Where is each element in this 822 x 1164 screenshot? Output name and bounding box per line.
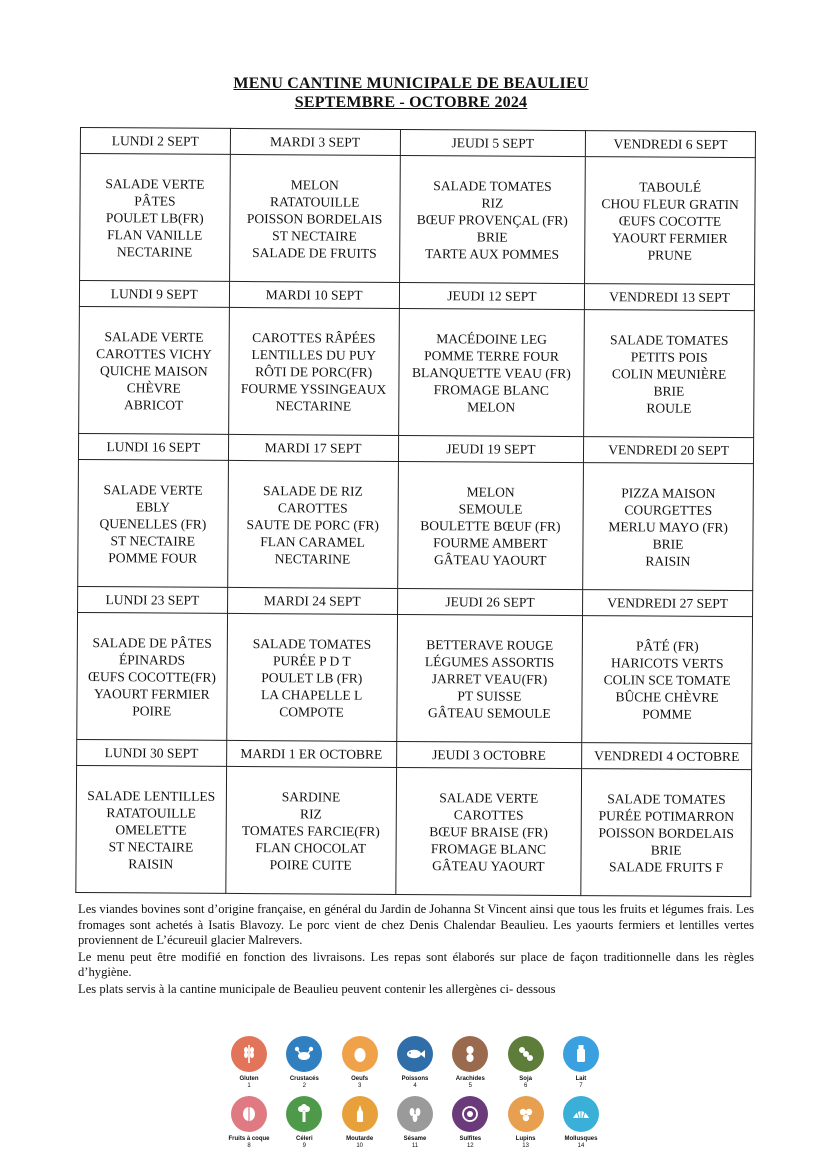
allergen-name: Crustacés: [289, 1076, 319, 1082]
day-label: VENDREDI 20 SEPT: [584, 437, 754, 464]
dish: PETITS POIS: [630, 348, 708, 365]
dish: SALADE TOMATES: [252, 635, 372, 652]
dish: ST NECTAIRE: [110, 532, 196, 549]
dish: PURÉE P D T: [273, 652, 351, 669]
dish: ROULE: [646, 399, 692, 416]
day-menu: [79, 306, 229, 434]
dish: POULET LB(FR): [105, 209, 204, 226]
day-menu: [396, 614, 582, 742]
dish: BETTERAVE ROUGE: [426, 636, 554, 653]
dish: CHÈVRE: [126, 379, 181, 396]
celery-icon: [286, 1096, 322, 1132]
day-menu: [583, 463, 754, 591]
dish: SALADE TOMATES: [607, 790, 726, 807]
day-header-row: [79, 281, 754, 311]
dish: SALADE DE PÂTES: [92, 634, 212, 651]
day-menu: [582, 616, 753, 744]
allergen-number: 14: [577, 1143, 585, 1149]
day-header-row: [78, 433, 753, 463]
note-origin: Les viandes bovines sont d’origine française, en général du Jardin de Johanna St Vincent ainsi que tous les fruits et légumes frais. Les fromages sont achetés à Isatis Blavozy. Le porc vient de chez Denis Chalendar Beaulieu. Les yaourts fermiers et lentilles vertes proviennent de L’écureuil glacier Malrevers.: [78, 902, 754, 947]
allergen-number: 4: [413, 1083, 417, 1089]
allergen-name: Fruits à coque: [228, 1136, 270, 1142]
allergen-number: 3: [357, 1083, 362, 1089]
fish-icon: [397, 1036, 433, 1072]
dish: COLIN MEUNIÈRE: [611, 365, 727, 382]
note-changes: Le menu peut être modifié en fonction des livraisons. Les repas sont élaborés sur place de façon traditionnelle dans les règles d’hygiène.: [78, 949, 754, 979]
allergen-name: Lait: [575, 1076, 587, 1082]
day-menu: [78, 459, 228, 587]
dish: ÉPINARDS: [119, 651, 186, 668]
dish: BLANQUETTE VEAU (FR): [411, 364, 571, 381]
dish: YAOURT FERMIER: [94, 685, 210, 702]
day-menu: [228, 307, 399, 435]
dish: EBLY: [136, 498, 171, 515]
egg-icon: [342, 1036, 378, 1072]
day-label: LUNDI 30 SEPT: [77, 739, 227, 766]
dish: COLIN SCE TOMATE: [603, 671, 731, 688]
allergen-number: 10: [356, 1143, 363, 1149]
dish: QUICHE MAISON: [99, 362, 208, 379]
dish: PURÉE POTIMARRON: [598, 807, 735, 824]
dish: POULET LB (FR): [261, 669, 363, 686]
dish: POMME TERRE FOUR: [424, 347, 559, 364]
sesame-icon: [397, 1096, 433, 1132]
allergen-3: [335, 1036, 385, 1090]
day-menu: [397, 461, 583, 589]
page-subtitle: SEPTEMBRE - OCTOBRE 2024: [294, 94, 528, 111]
day-header-row: [78, 586, 753, 616]
dish: POIRE CUITE: [269, 856, 352, 873]
dish: NECTARINE: [116, 243, 193, 260]
dish: RIZ: [300, 805, 322, 821]
dish: MELON: [290, 176, 339, 193]
dish: BŒUF PROVENÇAL (FR): [416, 211, 568, 228]
dish: MELON: [466, 483, 515, 500]
allergen-number: 9: [302, 1143, 306, 1149]
dish: CAROTTES: [277, 499, 348, 516]
allergen-number: 11: [411, 1143, 419, 1149]
dish: POISSON BORDELAIS: [598, 824, 735, 841]
allergen-number: 2: [302, 1083, 306, 1089]
dish: QUENELLES (FR): [99, 515, 207, 532]
dish: ŒUFS COCOTTE(FR): [87, 668, 216, 685]
allergen-10: [335, 1096, 385, 1150]
allergen-2: [279, 1036, 329, 1090]
allergen-name: Soja: [519, 1076, 532, 1082]
day-menu: [398, 308, 584, 436]
day-label: VENDREDI 6 SEPT: [585, 131, 755, 158]
allergen-name: Sésame: [403, 1136, 427, 1142]
dish: YAOURT FERMIER: [612, 229, 728, 246]
day-menu: [225, 766, 396, 894]
dish: ABRICOT: [123, 396, 184, 413]
dish: RÔTI DE PORC(FR): [255, 363, 373, 380]
dish: MELON: [467, 398, 516, 415]
allergen-name: Arachides: [455, 1076, 485, 1082]
allergen-11: [390, 1096, 440, 1150]
day-label: MARDI 24 SEPT: [227, 587, 397, 614]
day-label: JEUDI 26 SEPT: [397, 588, 583, 615]
day-menu: [77, 612, 227, 740]
day-menu: [399, 155, 585, 283]
dish: ST NECTAIRE: [272, 227, 357, 244]
milk-icon: [563, 1036, 599, 1072]
nut-icon: [231, 1096, 267, 1132]
dish: SALADE DE FRUITS: [252, 244, 377, 261]
day-label: JEUDI 12 SEPT: [399, 282, 585, 309]
dish: ŒUFS COCOTTE: [618, 212, 722, 229]
allergen-13: [501, 1096, 551, 1150]
dish: OMELETTE: [115, 821, 187, 838]
dish: MERLU MAYO (FR): [608, 518, 728, 535]
dish: JARRET VEAU(FR): [431, 670, 548, 687]
crab-icon: [286, 1036, 322, 1072]
dish: COURGETTES: [624, 501, 713, 518]
day-header-row: [77, 739, 752, 769]
day-label: MARDI 1 ER OCTOBRE: [226, 740, 396, 767]
allergen-number: 7: [579, 1083, 583, 1089]
dish: SALADE VERTE: [104, 328, 204, 345]
day-label: MARDI 10 SEPT: [229, 281, 399, 308]
dish: BŒUF BRAISE (FR): [429, 823, 548, 840]
dish: POMME: [642, 705, 692, 722]
note-allergens: Les plats servis à la cantine municipale de Beaulieu peuvent contenir les allergènes ci- dessous: [78, 981, 556, 996]
allergen-7: [556, 1036, 606, 1090]
dish: COMPOTE: [279, 703, 344, 720]
allergen-12: [445, 1096, 495, 1150]
dish: SALADE VERTE: [105, 175, 205, 192]
dish: FLAN CHOCOLAT: [255, 839, 367, 856]
day-menu: [76, 765, 226, 893]
dish: HARICOTS VERTS: [610, 654, 724, 671]
dish: NECTARINE: [275, 397, 352, 414]
dish: FLAN CARAMEL: [260, 533, 365, 550]
dish: SALADE VERTE: [439, 789, 539, 806]
dish: LA CHAPELLE L: [261, 686, 363, 703]
dish: SALADE TOMATES: [433, 177, 552, 194]
allergen-name: Oeufs: [351, 1076, 369, 1082]
mustard-icon: [342, 1096, 378, 1132]
dish: BOULETTE BŒUF (FR): [420, 517, 561, 534]
dish: ST NECTAIRE: [108, 838, 194, 855]
dish: FLAN VANILLE: [107, 226, 203, 243]
allergen-1: [224, 1036, 274, 1090]
dish: PT SUISSE: [457, 687, 522, 704]
dish: BRIE: [652, 536, 684, 552]
dish: CAROTTES RÂPÉES: [252, 329, 376, 346]
dish: POIRE: [132, 702, 172, 719]
allergen-5: [445, 1036, 495, 1090]
allergen-14: [556, 1096, 606, 1150]
day-menu: [227, 460, 398, 588]
dishes-row: [78, 459, 754, 590]
dish: TABOULÉ: [639, 178, 702, 195]
dish: RATATOUILLE: [269, 193, 360, 210]
allergen-9: [279, 1096, 329, 1150]
dish: SALADE TOMATES: [610, 331, 729, 348]
dish: SEMOULE: [458, 500, 523, 517]
allergen-number: 6: [523, 1083, 528, 1089]
dish: GÂTEAU SEMOULE: [427, 704, 551, 721]
day-menu: [581, 769, 752, 897]
dish: FROMAGE BLANC: [433, 381, 549, 398]
day-label: JEUDI 5 SEPT: [400, 129, 586, 156]
dish: PRUNE: [647, 246, 692, 263]
dish: SALADE VERTE: [103, 481, 203, 498]
day-label: VENDREDI 27 SEPT: [583, 590, 753, 617]
dish: POMME FOUR: [108, 549, 198, 566]
allergen-4: [390, 1036, 440, 1090]
dish: RIZ: [481, 194, 504, 211]
dish: SALADE LENTILLES: [87, 787, 216, 804]
dish: CAROTTES VICHY: [96, 345, 212, 362]
dish: SALADE FRUITS F: [608, 858, 724, 875]
allergen-name: Poissons: [401, 1076, 429, 1082]
menu-table: [75, 127, 756, 897]
dish: PIZZA MAISON: [621, 484, 716, 501]
day-label: MARDI 17 SEPT: [228, 434, 398, 461]
dishes-row: [76, 765, 752, 896]
allergen-number: 13: [522, 1143, 529, 1149]
dish: BRIE: [476, 228, 508, 245]
day-label: LUNDI 16 SEPT: [78, 433, 228, 460]
dish: NECTARINE: [274, 550, 351, 567]
allergen-name: Lupins: [515, 1136, 536, 1142]
dishes-row: [80, 154, 756, 285]
peanut-icon: [452, 1036, 488, 1072]
day-label: JEUDI 19 SEPT: [398, 435, 584, 462]
allergen-name: Céleri: [295, 1136, 313, 1142]
dish: RAISIN: [128, 855, 174, 872]
allergen-number: 12: [466, 1143, 474, 1149]
allergen-8: [224, 1096, 274, 1150]
dish: GÂTEAU YAOURT: [434, 551, 547, 568]
day-label: LUNDI 2 SEPT: [80, 128, 230, 155]
dish: FOURME YSSINGEAUX: [240, 380, 387, 397]
allergen-name: Mollusques: [564, 1136, 598, 1142]
dishes-row: [79, 306, 755, 437]
dish: TARTE AUX POMMES: [425, 245, 560, 262]
day-label: VENDREDI 4 OCTOBRE: [582, 743, 752, 770]
dish: BRIE: [650, 842, 682, 858]
dish: RATATOUILLE: [106, 804, 196, 821]
dish: MACÉDOINE LEG: [436, 330, 547, 347]
dish: LÉGUMES ASSORTIS: [424, 653, 555, 670]
dish: SARDINE: [281, 788, 341, 805]
day-label: VENDREDI 13 SEPT: [585, 284, 755, 311]
shell-icon: [563, 1096, 599, 1132]
allergen-name: Moutarde: [346, 1136, 374, 1142]
dish: BÛCHE CHÈVRE: [615, 688, 719, 705]
dish: CAROTTES: [453, 806, 524, 823]
allergen-number: 1: [247, 1083, 251, 1089]
allergen-number: 5: [468, 1083, 472, 1089]
dish: GÂTEAU YAOURT: [432, 857, 545, 874]
day-label: JEUDI 3 OCTOBRE: [396, 741, 582, 768]
dish: SALADE DE RIZ: [263, 482, 363, 499]
day-menu: [226, 613, 397, 741]
allergen-number: 8: [247, 1143, 251, 1149]
allergen-6: [501, 1036, 551, 1090]
day-menu: [229, 154, 400, 282]
soy-icon: [508, 1036, 544, 1072]
page-title: MENU CANTINE MUNICIPALE DE BEAULIEU: [233, 75, 589, 92]
day-label: MARDI 3 SEPT: [230, 128, 400, 155]
allergen-legend: [224, 1036, 606, 1156]
allergen-name: Gluten: [239, 1076, 259, 1082]
dish: LENTILLES DU PUY: [251, 346, 377, 363]
day-menu: [584, 310, 755, 438]
dish: SAUTE DE PORC (FR): [246, 516, 379, 533]
dish: PÂTES: [134, 192, 176, 209]
dishes-row: [77, 612, 753, 743]
day-label: LUNDI 9 SEPT: [79, 281, 229, 308]
day-menu: [395, 767, 581, 895]
sulfite-icon: [452, 1096, 488, 1132]
day-menu: [80, 154, 230, 282]
lupin-icon: [508, 1096, 544, 1132]
dish: FOURME AMBERT: [433, 534, 548, 551]
day-header-row: [80, 128, 755, 158]
wheat-icon: [231, 1036, 267, 1072]
dish: BRIE: [653, 383, 685, 399]
allergen-name: Sulfites: [459, 1136, 482, 1142]
dish: TOMATES FARCIE(FR): [241, 822, 380, 839]
dish: RAISIN: [645, 552, 691, 569]
dish: PÂTÉ (FR): [636, 637, 699, 654]
day-label: LUNDI 23 SEPT: [78, 586, 228, 613]
dish: FROMAGE BLANC: [430, 840, 547, 857]
dish: POISSON BORDELAIS: [246, 210, 383, 227]
dish: CHOU FLEUR GRATIN: [601, 195, 739, 212]
day-menu: [585, 157, 756, 285]
notes: [78, 902, 754, 998]
